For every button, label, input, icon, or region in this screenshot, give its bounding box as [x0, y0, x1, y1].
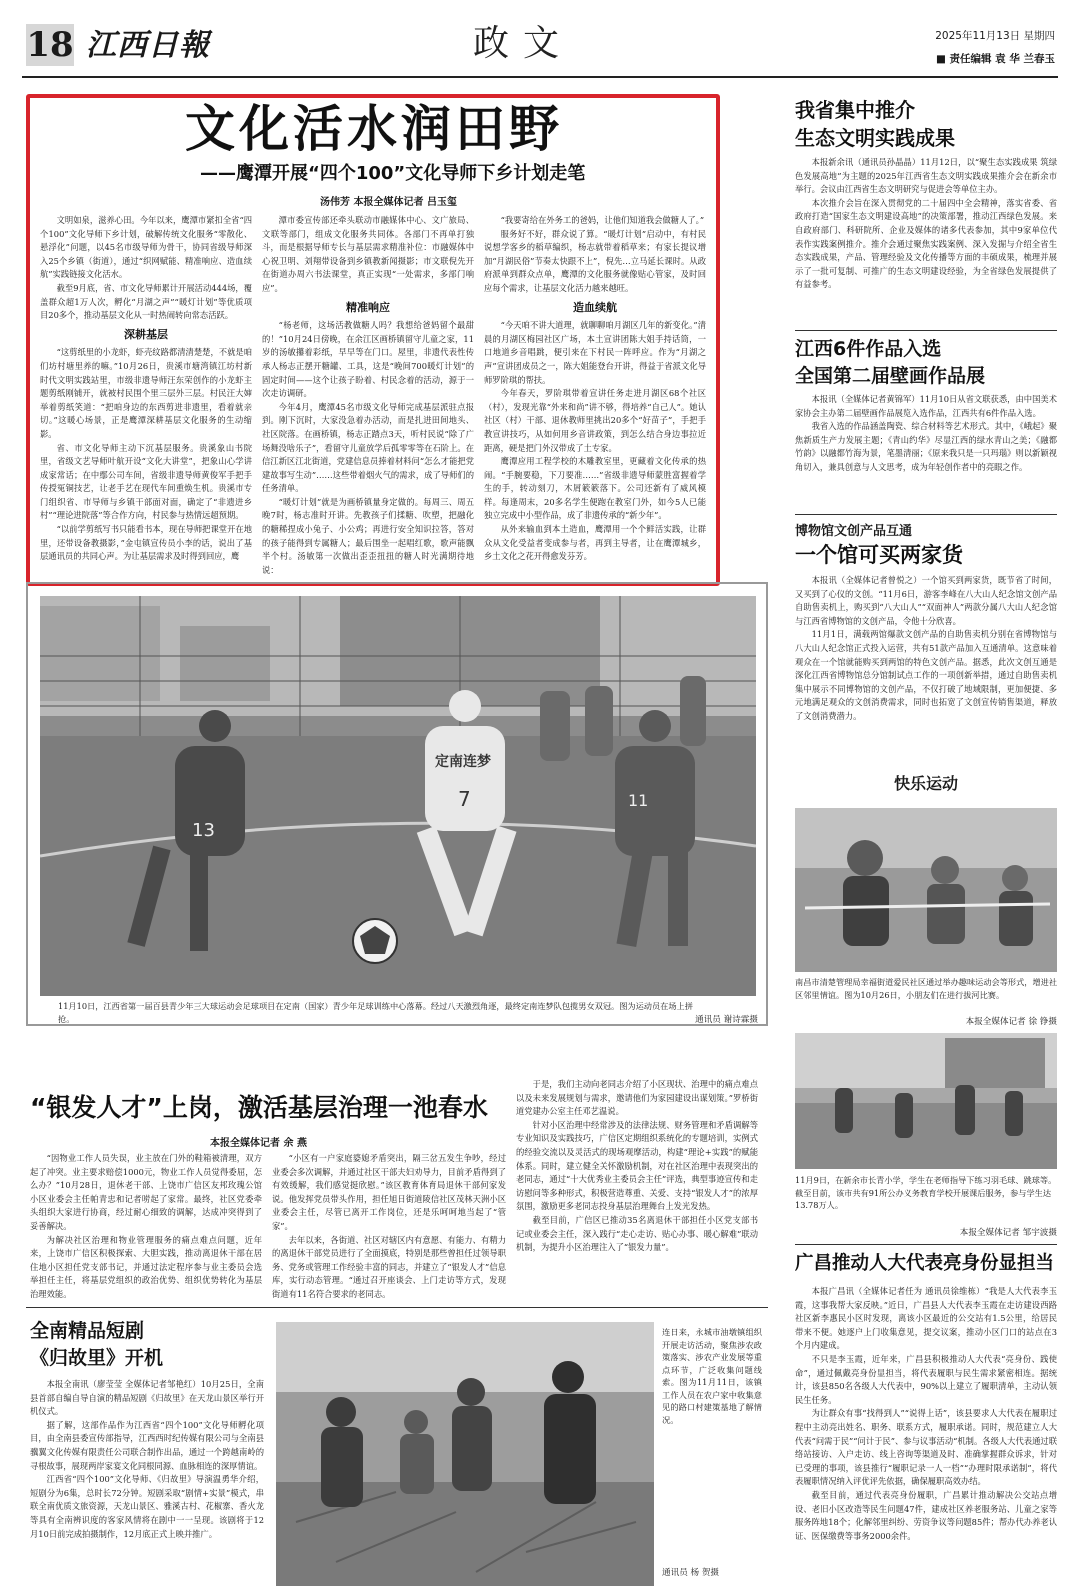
silver-title: “银发人才”上岗，激活基层治理一池春水: [30, 1093, 488, 1122]
paragraph: 截至9月底，省、市文化导师累计开展活动444场，覆盖群众超1万人次，孵化“月湖之声”“暖灯计划”等优质项目20多个，推动基层文化从一时热闹转向常态活跃。: [40, 282, 252, 321]
museum-title: 一个馆可买两家货: [795, 543, 963, 567]
paragraph: 截至目前，广信区已推动35名离退休干部担任小区党支部书记或业委会主任，深入践行“走心走访、贴心办事、暖心解难”联动机制，为提升小区治理注入了“银发力量”。: [516, 1214, 758, 1253]
paragraph: 不只是李玉霞，近年来，广昌县积极推动人大代表“亮身份、践使命”，通过佩戴亮身份显担当，将代表履职与民生需求紧密相连。据统计，该县850名各级人大代表中，90%以上建立了履职清单，主动认领民生任务。: [795, 1353, 1057, 1405]
tug-of-war-credit: 本报全媒体记者 徐 铮摄: [965, 1017, 1057, 1027]
paragraph: 本次推介会旨在深入贯彻党的二十届四中全会精神，落实省委、省政府打造“国家生态文明建设高地”的决策部署，推动江西绿色发展。来自政府部门、科研院所、企业及媒体的诸多代表参加，其中9家单位代表作实践案例推介。推介会通过聚焦实践案例、深入发掘与介绍全省生态实践成果，产品、管理经验及文化传播等方面的丰硕成果，梳理并展示了一批可复制、可推广的生态文明建设经验，为全省绿色发展提供了有益参考。: [795, 197, 1057, 290]
editor-credit: ■ 责任编辑 袁 华 兰春玉: [935, 53, 1055, 65]
issue-date: 2025年11月13日 星期四: [935, 30, 1055, 42]
paragraph: “这剪纸里的小龙虾，虾壳纹路都清清楚楚，不就是咱们坊村塘里养的嘛。”10月26日，贵溪市塘湾镇江坊村新时代文明实践站里，市级非遗导师汪东荣创作的小龙虾主题剪纸刚铺开，就被村民围个里三层外三层。村民汪大婶举着剪纸笑道：“把咱身边的东西剪进非遗里，看着就亲切。”这暖心场景，正是鹰潭深耕基层文化服务的生动缩影。: [40, 347, 252, 439]
masthead-rule: [22, 76, 1058, 78]
lead-col-1: [40, 214, 252, 574]
ecology-title-1: 我省集中推介: [795, 98, 915, 122]
drama-title-2: 《归故里》开机: [30, 1347, 164, 1369]
paragraph: 今年春天，罗阶琪带着宣讲任务走进月湖区68个社区（村），发现光靠“外来和尚”讲不够，得培养“自己人”。她认社区（村）干部、退休教师里挑出20多个“好苗子”，手把手教宣讲技巧，从如何用乡音讲政策，到怎么结合身边事拉近距离，硬是把门外汉带成了土专家。: [484, 388, 706, 453]
sport-title: 快乐运动: [893, 774, 958, 793]
soccer-photo: [40, 596, 756, 996]
mural-body: [795, 393, 1057, 511]
paragraph: 本报新余讯（通讯员孙晶晶）11月12日，以“聚生态实践成果 筑绿色发展高地”为主题的2025年江西省生态文明实践成果推介会在新余市举行。会议由江西省生态文明研究与促进会等单位主办。: [795, 157, 1057, 195]
farm-caption: 连日来，永城市油墩镇组织开展走访活动，聚焦涉农政策落实、涉农产业发展等重点环节，广泛收集问题线索。图为11月11日，该镇工作人员在农户家中收集意见的路口村建策基地了解情况。: [662, 1327, 762, 1425]
mural-title-2: 全国第二届壁画作品展: [795, 365, 986, 387]
paragraph: 为解决社区治理和物业管理服务的痛点难点问题，近年来，上饶市广信区积极探索、大胆实践，推动离退休干部在居住地小区担任党支部书记，并通过法定程序参与业主委员会选举担任主任，将基层党组织的政治优势、组织优势转化为基层治理效能。: [30, 1234, 262, 1299]
subheading: 深耕基层: [124, 327, 168, 341]
ecology-body: [795, 156, 1057, 326]
lead-byline: 汤伟芳 本报全媒体记者 吕玉玺: [320, 197, 457, 208]
paragraph: 本报讯（全媒体记者黄锦军）11月10日从省文联获悉，由中国美术家协会主办第二届壁画作品展览入选作品，江西共有6件作品入选。: [795, 394, 1057, 418]
guangchang-body: [795, 1285, 1057, 1580]
subheading: 造血续航: [573, 300, 617, 314]
drama-title-1: 全南精品短剧: [30, 1320, 145, 1342]
paragraph: 江西省“四个100”文化导师、《归故里》导演温勇华介绍，短剧分为6集，总时长72分钟。短剧采取“剧情+实景”模式，串联全南优质文旅资源，天龙山景区、雅溪古村、花椒寨、香火龙等具有全南辨识度的客家风情将在剧中一一呈现。该剧将于12月10日前完成拍摄制作，12月底正式上映并推广。: [30, 1474, 264, 1539]
paragraph: 11月1日，满载两馆爆款文创产品的自助售卖机分别在省博物馆与八大山人纪念馆正式投入运营，共有51款产品加入互通清单。这意味着观众在一个馆就能购买到两馆的特色文创产品。据悉，此次文创互通是深化江西省博物馆总分馆制试点工作的一项创新举措，通过自助售卖机集中展示不同博物馆的文创产品，不仅打破了地域限制，更加便捷、多元地满足观众的文创消费需求，同时也拓宽了文创宣传销售渠道，释放了文创消费潜力。: [795, 629, 1057, 721]
silver-col-3: [516, 1078, 758, 1302]
paragraph: 据了解，这部作品作为江西省“四个100”文化导师孵化项目，由全南县委宣传部指导，江西西时纪传媒有限公司与全南县骥翼文化传媒有限责任公司联合制作出品，通过一个跨越南岭的寻根故事，展现两岸家宴文化同根同源、血脉相连的深厚情谊。: [30, 1419, 264, 1471]
paragraph: 于是，我们主动向老同志介绍了小区现状、治理中的痛点难点以及未来发展规划与需求，邀请他们为家园建设出谋划策。”罗桥街道党建办公室主任邓艺温说。: [516, 1079, 758, 1117]
subheading: 精准响应: [346, 300, 390, 314]
silver-byline: 本报全媒体记者 余 燕: [210, 1138, 307, 1149]
paragraph: 去年以来，各街道、社区对辖区内有意愿、有能力、有精力的离退休干部党员进行了全面摸底，特别是那些曾担任过领导职务、党务或管理工作经验丰富的同志，并建立了“银发人才”信息库，实行动态管理。“通过召开座谈会、上门走访等方式，发现街道有11名符合要求的老同志。: [272, 1234, 506, 1299]
farm-photo: [276, 1322, 654, 1586]
school-sport-credit: 本报全媒体记者 邹宇波摄: [959, 1228, 1057, 1238]
paragraph: “杨老师，这场活教做糖人吗？我想给爸妈留个最甜的！”10月24日傍晚，在余江区画桥镇留守儿童之家，11岁的汤敏攥着彩纸，早早等在门口。屋里，非遗代表性传承人杨志正摆开糖罐、工具，这是“晚间700暖灯计划”的固定时间——这个让孩子盼着、村民念着的活动，源于一次走访调研。: [262, 320, 474, 399]
paragraph: 今年4月，鹰潭45名市级文化导师完成基层派驻点报到。刚下沉时，大家没急着办活动，而是扎进田间地头、社区院落。在画桥镇，杨志正踏点3天，听村民说“除了广场舞没啥乐子”，看留守儿童放学后孤零零等在石阶上。在信江新区江北街道，党建信息员捧着材料问“怎么才能把党建故事写生动”……这些带着烟火气的需求，成了导师们的任务清单。: [262, 401, 474, 494]
jersey-number: 7: [458, 787, 471, 811]
school-sport-caption: 11月9日，在新余市长青小学，学生在老师指导下练习羽毛球、跳球等。截至目前，该市共有91所公办义务教育学校开展课后服务，参与学生达13.78万人。: [795, 1175, 1057, 1210]
paragraph: 为让群众有事“找得到人”“说得上话”，该县要求人大代表在履职过程中主动亮出姓名、职务、联系方式，履职承诺。同时，规范建立人大代表“问需于民”“问计于民”、参与议事活动“机制。各级人大代表通过联络站接访、入户走访、线上咨询等渠道及时、准确掌握群众诉求，针对已受理的事项，该县推行“履职记录一人一档”“办理时限承诺制”，将代表履职情况纳入评优评先依据，确保履职高效办结。: [795, 1408, 1057, 1487]
drama-body: [30, 1378, 264, 1583]
page-number: 18: [26, 25, 74, 65]
tug-of-war-caption: 南昌市清楚管理局幸福街道爱民社区通过举办趣味运动会等形式，增进社区邻里情谊。图为10月26日，小朋友们在进行拔河比赛。: [795, 977, 1058, 1000]
paragraph: 从外来输血到本土造血，鹰潭用一个个鲜活实践，让群众从文化受益者变成参与者，再到主导者，让在鹰潭城乡，乡土文化之花开得愈发芬芳。: [484, 524, 706, 562]
farm-credit: 通讯员 杨 贺摄: [662, 1568, 720, 1578]
divider: [26, 1307, 768, 1308]
ecology-title-2: 生态文明实践成果: [795, 126, 955, 150]
paragraph: 截至目前，通过代表亮身份履职，广昌累计推动解决公交站点增设、老旧小区改造等民生问题47件，建成社区养老服务站、儿童之家等服务阵地18个；化解邻里纠纷、劳资争议等问题85件；帮办代办养老认证、医保缴费等事务2000余件。: [795, 1489, 1057, 1541]
paragraph: 鹰潭应用工程学校的木雕教室里，更藏着文化传承的热闹。“手腕要稳，下刀要准……”省级非遗导师蒙胜富握着学生的手，转动刻刀，木屑簌簌落下。公司还新有了威风模样。每逢周末，20多名学生便跑在教室门外，如今5人已能独立完成中小型作品，成了非遗传承的“新少年”。: [484, 456, 706, 521]
paragraph: “我要寄给在外务工的爸妈，让他们知道我会做糖人了。”: [500, 215, 705, 225]
lead-title: 文化活水润田野: [185, 100, 563, 158]
divider: [795, 514, 1057, 515]
paragraph: 文明如泉，滋养心田。今年以来，鹰潭市紧扣全省“四个100”文化导师下乡计划，破解传统文化服务“零散化、悬浮化”问题，以45名市级导师为骨干，协同省级导师深入25个乡镇（街道），通过“织网赋能、精准响应、造血续航”实践链接文化活水。: [40, 215, 252, 280]
paragraph: “暖灯计划”就是为画桥镇量身定做的。每周三、周五晚7时，杨志准时开讲。先教孩子们揉糖、吹塑，把融化的糖稀捏成小兔子、小公鸡；再进行安全知识拉答，答对的孩子能得到专属糖人；最后围坐一起唱红歌，歌声能飘半个村。汤敏第一次做出歪歪扭扭的糖人时光满期待地说：: [262, 496, 474, 574]
lead-col-2: [262, 214, 474, 574]
paragraph: “小区有一户家庭婆媳矛盾突出，隔三岔五发生争吵，经过业委会多次调解，并通过社区干部夫妇劝导力，目前矛盾得到了有效缓解，我们感觉挺欣慰。”该区教育体育局退休干部何家发说。他发挥党员带头作用，担任旭日街道陵信社区茂林天洲小区业委会主任，尽管已离开工作岗位，还是乐呵呵地当起了“管家”。: [272, 1153, 506, 1231]
paragraph: “因物业工作人员失误，业主放在门外的鞋箱被清理，双方起了冲突。业主要求赔偿1000元，物业工作人员觉得委屈，怎么办？”10月28日，退休老干部、上饶市广信区友邦玫瑰公馆小区业委会主任帕青忠和记者唠起了家常。最终，社区党委牵头组织大家进行协商，经过耐心细致的调解，达成冲突得到了妥善解决。: [30, 1153, 262, 1231]
section-title: 政文: [472, 23, 573, 64]
tug-of-war-photo: [795, 808, 1057, 972]
divider: [795, 1244, 1057, 1245]
mural-title-1: 江西6件作品入选: [795, 338, 942, 360]
soccer-caption: 11月10日，江西省第一届百县青少年三大球运动会足球项目在定南（国家）青少年足球训练中心落幕。经过八天激烈角逐，最终定南连梦队包揽男女双冠。图为运动员在场上拼抢。: [58, 1001, 693, 1024]
paragraph: 我省入选的作品涵盖陶瓷、综合材料等艺术形式。其中，《峨起》聚焦新质生产力发展主题；《青山约华》尽显江西的绿水青山之美；《融都竹韵》以融都竹海为景，笔墨清丽；《原来我只是一只玛瑙》则以新颖视角切入，兼具创意与人文思考，成为年轻创作者中的亮眼之作。: [795, 421, 1057, 472]
paragraph: “今天咱不讲大道理，就聊聊咱月湖区几年的新变化。”清晨的月湖区梅园社区广场，本土宣讲团陈大姐手持话筒，一口地道乡音唱跳，便引来在下村民一阵呼应。作为“月湖之声”宣讲团成员之一，陈大姐能登台开讲，得益于省派文化导师罗阶琪的帮扶。: [484, 320, 706, 385]
guangchang-title: 广昌推动人大代表亮身份显担当: [795, 1253, 1055, 1274]
lead-col-3: [484, 214, 706, 574]
museum-body: [795, 574, 1057, 748]
paragraph: 省、市文化导师主动下沉基层服务。贵溪象山书院里，省级文艺导师叶航开设“文化大讲堂”，把象山心学讲成家常话；在中鄢公司车间，省级非遗导师黄俊军手把手传授冤铜技艺，让老手艺在现代车间重焕生机。贵溪市专门组织省、市导师与乡镇干部面对面，确定了“非遗进乡村”“理论进院落”等合作方向，村民参与热情远超预期。: [40, 442, 252, 521]
paragraph: 服务好不好，群众说了算。“暖灯计划”启动中，有村民说想学客乡的稻草编织，杨志就带着稻草来；有家长提议增加“月湖民俗”节奏太快跟不上”，倪先…立马延长课时。从政府派单到群众点单，鹰潭的文化服务就像贴心管家，及时回应每个需求，让基层文化活力越来越旺。: [484, 228, 706, 293]
jersey-text: 定南连梦: [435, 754, 491, 770]
divider: [795, 330, 1057, 331]
soccer-credit: 通讯员 谢诗霖摄: [695, 1015, 758, 1025]
lead-subtitle: ——鹰潭开展“四个100”文化导师下乡计划走笔: [200, 163, 586, 184]
masthead-logo: 江西日報: [86, 28, 210, 63]
silver-col-2: [272, 1152, 506, 1302]
paragraph: 本报全南讯（廖莹莹 全媒体记者邹艳红）10月25日，全南县首部自编自导自演的精品短剧《归故里》在天龙山景区举行开机仪式。: [30, 1379, 264, 1417]
jersey-number: 13: [192, 820, 215, 841]
jersey-number: 11: [628, 791, 649, 810]
paragraph: 本报讯（全媒体记者曾悦之）一个馆买到两家货，既节省了时间，又买到了心仪的文创。“11月6日，游客李峰在八大山人纪念馆文创产品自助售卖机上，购买到“八大山人”“双面神人”两款分属八大山人纪念馆与江西省博物馆的文创产品，令他十分欣喜。: [795, 575, 1057, 626]
paragraph: 针对小区治理中经常涉及的法律法规、财务管理和矛盾调解等专业知识及实践技巧，广信区定期组织系统化的专题培训，实例式的经验交流以及灵活式的现场观摩活动，构建“理论+实践”的赋能体系。同时，建立健全关怀激励机制，对在社区治理中表现突出的老同志，通过“十大优秀业主委员会主任”评选，典型事迹宣传和走访慰问等多种形式，积极营造尊重、关爱、支持“银发人才”的浓厚氛围，激励更多老同志投身基层治理舞台上发光发热。: [516, 1119, 758, 1212]
silver-col-1: [30, 1152, 262, 1302]
museum-kicker: 博物馆文创产品互通: [795, 524, 913, 539]
paragraph: 潭市委宣传部还牵头联动市融媒体中心、文广旅局、文联等部门，组成文化服务共同体。各部门不再单打独斗，而是根据导师专长与基层需求精准补位：市融媒体中心祝卫明、刘翔带设备到乡镇教新闻摄影；市文联倪先开在街道办周六书法课堂，真正实现“一处需求，多部门响应”。: [262, 215, 474, 293]
school-sport-photo: [795, 1033, 1057, 1169]
paragraph: 本报广昌讯（全媒体记者任为 通讯员徐维栋）“我是人大代表李玉霞，这事我帮大家反映。”近日，广昌县人大代表李玉霞在走访建设西路社区新李惠民小区时发现，离该小区最近的公交站有1.5公里，给居民带来不便。她逐户上门收集意见，提交议案，推动小区门口的站点在3个月内建成。: [795, 1286, 1057, 1351]
paragraph: “以前学剪纸写书只能看书本，现在导师把课堂开在地里，还带设备教摄影，”金屯镇宣传员小李的话，说出了基层通讯员的共同心声。为让基层需求及时得到回应，鹰: [40, 524, 252, 562]
